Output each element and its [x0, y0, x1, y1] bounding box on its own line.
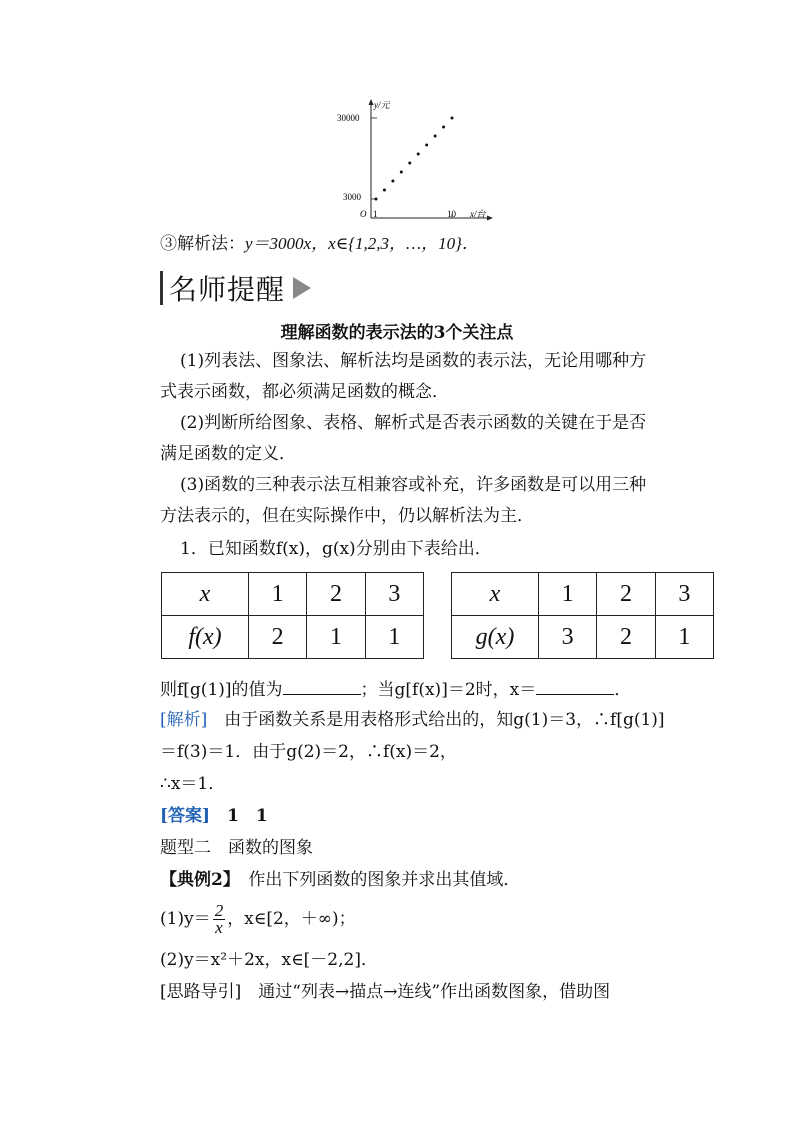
- table-g-cell: 2: [597, 573, 655, 616]
- scatter-chart: [330, 96, 500, 226]
- table-f-cell: 2: [249, 616, 307, 659]
- example-2-tag: 【典例2】: [160, 870, 232, 890]
- table-f-cell: 1: [249, 573, 307, 616]
- guide-line: [160, 980, 610, 1004]
- play-triangle-icon: [293, 277, 311, 299]
- answer-blank-1: [283, 676, 361, 695]
- method3-formula: y＝3000x，x∈{1,2,3，…，10}．: [245, 234, 479, 253]
- table-f-value-row: [162, 616, 424, 659]
- table-f-cell: 3: [365, 573, 423, 616]
- x-axis-label: x/台: [470, 209, 486, 219]
- blank-text-2: ；当g[f(x)]＝2时，x＝: [360, 680, 537, 700]
- method3-line: [160, 232, 479, 256]
- analysis-text-2: ＝f(3)＝1．由于g(2)＝2，∴f(x)＝2，: [160, 742, 457, 762]
- analysis-tag: [解析]: [160, 710, 208, 730]
- data-point: [434, 135, 437, 138]
- data-point: [442, 126, 445, 129]
- data-point: [391, 180, 394, 183]
- table-f-cell: 1: [365, 616, 423, 659]
- point-2-line-2: 满足函数的定义．: [160, 444, 296, 464]
- table-f: [161, 572, 424, 659]
- table-g-cell: g(x): [452, 616, 539, 659]
- table-g-cell: 1: [655, 616, 713, 659]
- guide-text: 通过“列表→描点→连线”作出函数图象，借助图: [241, 982, 611, 1002]
- analysis-text-3: ∴x＝1．: [160, 774, 226, 794]
- fraction: [213, 903, 226, 936]
- table-g-value-row: [452, 616, 714, 659]
- answer-blank-2: [536, 676, 614, 695]
- section-subhead: 理解函数的表示法的3个关注点: [280, 323, 514, 343]
- table-f-cell: f(x): [162, 616, 249, 659]
- y-tick-label-bottom: 3000: [343, 192, 361, 202]
- answer-text: 1 1: [210, 806, 268, 826]
- point-3-line-1: (3)函数的三种表示法互相兼容或补充，许多函数是可以用三种: [180, 475, 647, 495]
- blank-text-1: 则f[g(1)]的值为: [160, 680, 283, 700]
- data-point: [375, 198, 378, 201]
- data-point: [417, 153, 420, 156]
- analysis-line-1: [160, 708, 665, 732]
- type-2-heading: 题型二 函数的图象: [160, 838, 313, 858]
- x-axis-arrow: [487, 216, 493, 221]
- y-axis-arrow: [369, 99, 374, 105]
- point-2-line-1: (2)判断所给图象、表格、解析式是否表示函数的关键在于是否: [180, 413, 647, 433]
- table-g-cell: 1: [539, 573, 597, 616]
- table-f-cell: 2: [307, 573, 365, 616]
- example-2-text: 作出下列函数的图象并求出其值域．: [231, 870, 521, 890]
- x-tick-label-10: 10: [447, 209, 456, 219]
- example-2-part-2: (2)y＝x²＋2x，x∈[－2,2]．: [160, 950, 378, 970]
- y-tick-label-top: 30000: [337, 113, 360, 123]
- table-f-head-row: [162, 573, 424, 616]
- data-point: [400, 171, 403, 174]
- table-g-cell: 3: [539, 616, 597, 659]
- table-g: [451, 572, 714, 659]
- ex1-suffix: ，x∈[2，＋∞)；: [227, 909, 356, 929]
- analysis-text-1: 由于函数关系是用表格形式给出的，知g(1)＝3，∴f[g(1)]: [207, 710, 665, 730]
- banner-title: 名师提醒: [169, 273, 286, 306]
- table-f-cell: x: [162, 573, 249, 616]
- answer-line: [160, 804, 268, 828]
- origin-label: O: [360, 209, 367, 219]
- point-3-line-2: 方法表示的，但在实际操作中，仍以解析法为主．: [160, 506, 534, 526]
- example-2-part-1: [160, 902, 356, 936]
- fraction-numerator: 2: [214, 901, 224, 920]
- point-1-line-1: (1)列表法、图象法、解析法均是函数的表示法，无论用哪种方: [180, 351, 647, 371]
- answer-tag: [答案]: [160, 806, 211, 826]
- question-1-blanks: [160, 676, 631, 702]
- ex1-prefix: (1)y＝: [160, 909, 211, 929]
- table-g-cell: 3: [655, 573, 713, 616]
- fraction-denominator: x: [215, 918, 223, 937]
- blank-text-3: ．: [614, 680, 632, 700]
- question-1-intro: 1．已知函数f(x)，g(x)分别由下表给出．: [180, 539, 492, 559]
- y-axis-label: y/元: [374, 100, 390, 110]
- data-point: [425, 144, 428, 147]
- data-point: [451, 117, 454, 120]
- banner-tip: [160, 268, 311, 308]
- table-g-cell: 2: [597, 616, 655, 659]
- example-2-line: [160, 868, 520, 892]
- point-1-line-2: 式表示函数，都必须满足函数的概念．: [160, 382, 449, 402]
- method3-prefix: ③解析法：: [160, 234, 245, 254]
- data-point: [383, 189, 386, 192]
- chart-points: [375, 117, 454, 201]
- x-tick-label-1: 1: [373, 209, 378, 219]
- guide-tag: [思路导引]: [160, 982, 242, 1002]
- table-f-cell: 1: [307, 616, 365, 659]
- data-point: [408, 162, 411, 165]
- banner-bar: [160, 271, 163, 305]
- table-g-cell: x: [452, 573, 539, 616]
- table-g-head-row: [452, 573, 714, 616]
